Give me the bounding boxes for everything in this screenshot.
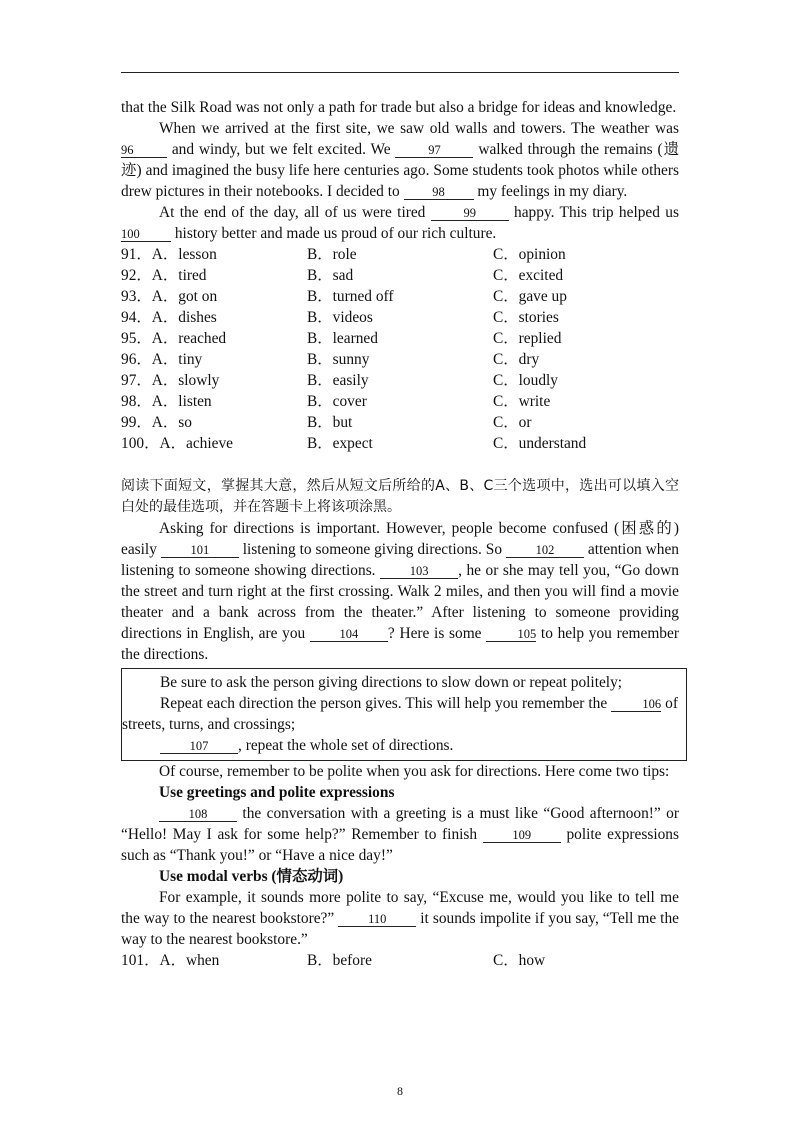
option-b[interactable]: B．but	[307, 414, 353, 431]
options-list-1	[121, 244, 679, 454]
blank-108[interactable]: 108	[159, 807, 237, 822]
option-b[interactable]: B．learned	[307, 330, 378, 347]
option-a[interactable]: 95．A．reached	[121, 330, 227, 347]
option-c[interactable]: C．excited	[493, 267, 564, 284]
option-b[interactable]: B．expect	[307, 435, 373, 452]
blank-110[interactable]: 110	[338, 912, 416, 927]
tips-box	[121, 668, 687, 761]
option-c[interactable]: C．dry	[493, 351, 540, 368]
option-c[interactable]: C．understand	[493, 435, 587, 452]
blank-106[interactable]: 106	[611, 697, 661, 712]
option-a[interactable]: 92．A．tired	[121, 267, 207, 284]
passage-paragraph: Of course, remember to be polite when you ask for directions. Here come two tips:	[159, 763, 670, 780]
option-c[interactable]: C．how	[493, 952, 546, 969]
option-b[interactable]: B．easily	[307, 372, 369, 389]
section-heading: Use greetings and polite expressions	[159, 784, 395, 801]
option-a[interactable]: 96．A．tiny	[121, 351, 203, 368]
option-c[interactable]: C．gave up	[493, 288, 567, 305]
option-a[interactable]: 98．A．listen	[121, 393, 212, 410]
blank-101[interactable]: 101	[161, 543, 239, 558]
blank-103[interactable]: 103	[380, 564, 458, 579]
blank-100[interactable]: 100	[121, 227, 171, 242]
blank-102[interactable]: 102	[506, 543, 584, 558]
header-rule	[121, 72, 679, 73]
instruction-text: 阅读下面短文，掌握其大意，然后从短文后所给的A、B、C三个选项中，选出可以填入空白处的最佳选项，并在答题卡上将该项涂黑。	[121, 478, 679, 515]
passage-paragraph: At the end of the day, all of us were tired 99 happy. This trip helped us 100 history better and made us proud of our rich culture.	[121, 204, 679, 242]
option-a[interactable]: 99．A．so	[121, 414, 192, 431]
option-c[interactable]: C．replied	[493, 330, 562, 347]
option-a[interactable]: 100．A．achieve	[121, 435, 233, 452]
option-b[interactable]: B．sunny	[307, 351, 370, 368]
passage-paragraph: Asking for directions is important. However, people become confused (困惑的) easily 101 listening to someone giving directions. So 102 attention when listening to someone showing directions. 103 , he or she may tell you, “Go down the street and turn right at the first crossing. Walk 2 miles, and then you will find a movie theater and a bank across from the theater.” After listening to someone providing directions in English, are you 104 ? Here is some 105 to help you remember the directions.	[121, 520, 679, 663]
option-c[interactable]: C．loudly	[493, 372, 558, 389]
blank-104[interactable]: 104	[310, 627, 388, 642]
option-a[interactable]: 101．A．when	[121, 952, 220, 969]
option-b[interactable]: B．sad	[307, 267, 354, 284]
blank-96[interactable]: 96	[121, 143, 167, 158]
page-number: 8	[397, 1084, 403, 1098]
box-line: Be sure to ask the person giving directions to slow down or repeat politely;	[160, 674, 623, 691]
option-b[interactable]: B．cover	[307, 393, 367, 410]
option-a[interactable]: 94．A．dishes	[121, 309, 217, 326]
blank-97[interactable]: 97	[395, 143, 473, 158]
section-heading: Use modal verbs (情态动词)	[159, 868, 344, 885]
option-c[interactable]: C．stories	[493, 309, 559, 326]
option-b[interactable]: B．videos	[307, 309, 373, 326]
option-c[interactable]: C．or	[493, 414, 532, 431]
passage-paragraph: For example, it sounds more polite to say, “Excuse me, would you like to tell me the way to the nearest bookstore?” 110 it sounds impolite if you say, “Tell me the way to the nearest bookstore.”	[121, 889, 679, 948]
blank-107[interactable]: 107	[160, 739, 238, 754]
passage-paragraph: When we arrived at the first site, we saw old walls and towers. The weather was 96 and windy, but we felt excited. We 97 walked through the remains (遗迹) and imagined the busy life here centuries ago. Some students took photos while others drew pictures in their notebooks. I decided to 98 my feelings in my diary.	[121, 120, 679, 200]
option-b[interactable]: B．turned off	[307, 288, 394, 305]
option-a[interactable]: 93．A．got on	[121, 288, 218, 305]
options-list-2	[121, 950, 679, 971]
box-line: 107 , repeat the whole set of directions.	[122, 735, 686, 756]
blank-98[interactable]: 98	[404, 185, 474, 200]
option-a[interactable]: 91．A．lesson	[121, 246, 217, 263]
option-c[interactable]: C．write	[493, 393, 551, 410]
page-content	[121, 97, 679, 971]
option-a[interactable]: 97．A．slowly	[121, 372, 220, 389]
option-b[interactable]: B．before	[307, 952, 372, 969]
option-c[interactable]: C．opinion	[493, 246, 566, 263]
blank-105[interactable]: 105	[486, 627, 536, 642]
box-line: Repeat each direction the person gives. This will help you remember the 106 of streets, turns, and crossings;	[122, 695, 678, 733]
passage-paragraph: 108 the conversation with a greeting is a must like “Good afternoon!” or “Hello! May I ask for some help?” Remember to finish 109 polite expressions such as “Thank you!” or “Have a nice day!”	[121, 805, 679, 864]
passage-line: that the Silk Road was not only a path for trade but also a bridge for ideas and knowledge.	[121, 99, 677, 116]
option-b[interactable]: B．role	[307, 246, 357, 263]
blank-99[interactable]: 99	[431, 206, 509, 221]
blank-109[interactable]: 109	[483, 828, 561, 843]
